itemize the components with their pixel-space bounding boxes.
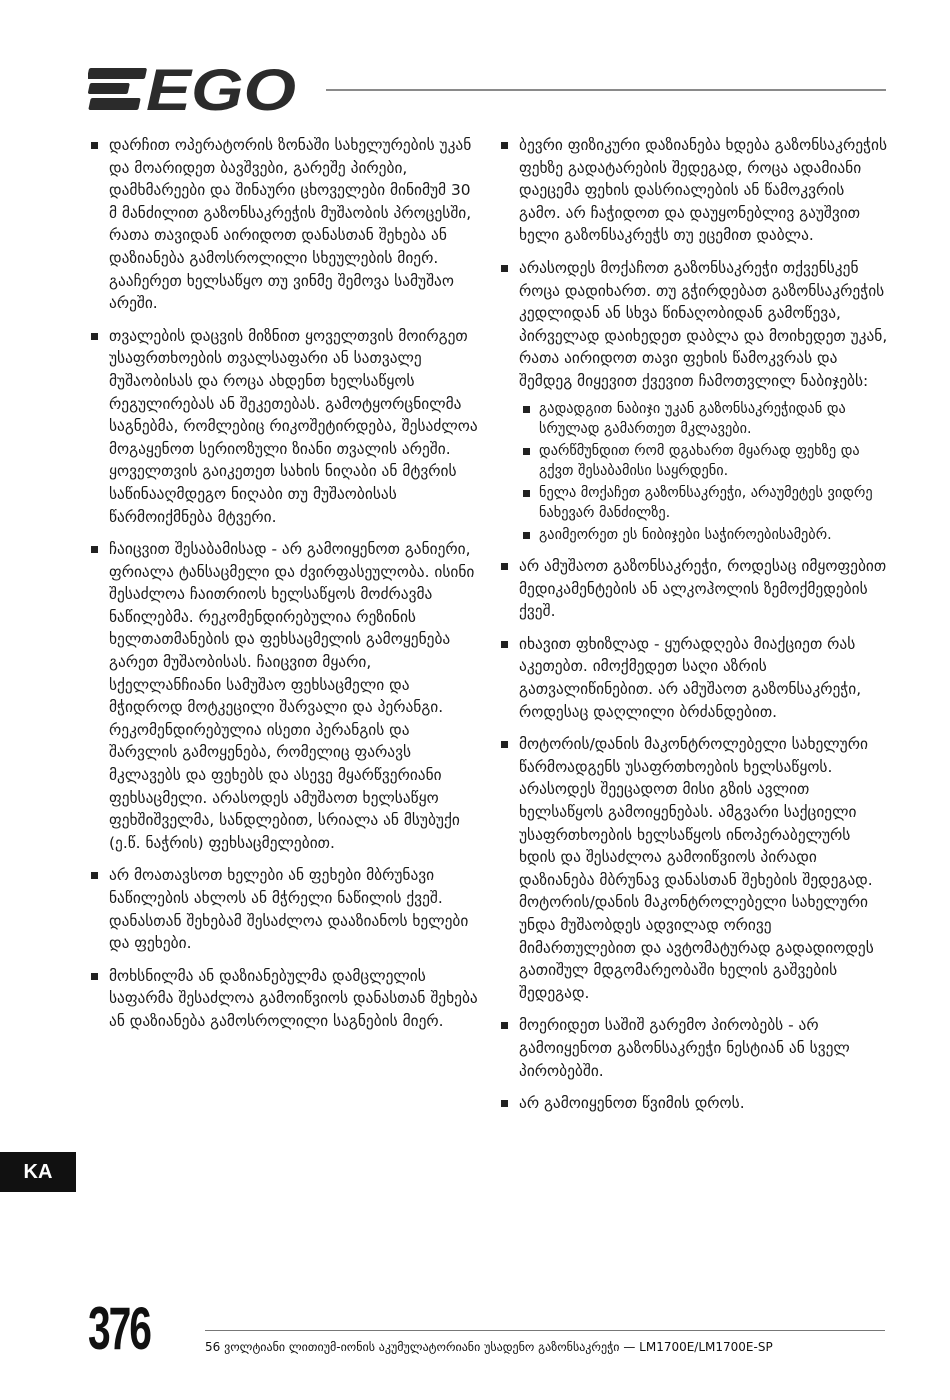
list-item: თვალების დაცვის მიზნით ყოველთვის მოირგეთ უსაფრთხოების თვალსაფარი ან სათვალე მუშაობისას და როცა ახდენთ ხელსაწყოს რეგულირებას ან შეკეთებას. გამოტყორცნილმა საგნებმა, რომლებიც რიკოშეტირდება, შესაძლოა მოგაყენოთ სერიოზული ზიანი თვალის არეში. ყოველთვის გაიკეთეთ სახის ნიღაბი ან მტვრის საწინააღმდეგო ნიღაბი თუ მუშაობისას წარმოიქმნება მტვერი. <box>90 325 478 528</box>
page-number: 376 <box>88 1295 150 1362</box>
list-item: ბევრი ფიზიკური დაზიანება ხდება გაზონსაკრეჭის ფეხზე გადატარების შედეგად, როცა ადამიანი დაეცემა ფეხის დასრიალების ან წამოკვრის გამო. არ ჩაჭიდოთ და დაუყონებლივ გაუშვით ხელი გაზონსაკრეჭს თუ ეცემით დაბლა. <box>500 134 890 247</box>
header-rule <box>326 89 886 91</box>
slope-procedure-intro: არასოდეს მოქაჩოთ გაზონსაკრეჭი თქვენსკენ როცა დადიხართ. თუ გჭირდებათ გაზონსაკრეჭის კედლიდან ან სხვა წინაღობიდან გამოწევა, პირველად დაიხედეთ დაბლა და მოიხედეთ უკან, რათა აირიდოთ თავი ფეხის წამოკვრას და შემდეგ მიყევით ქვევით ჩამოთვლილ ნაბიჯებს: <box>519 258 888 390</box>
list-item: დარჩით ოპერატორის ზონაში სახელურების უკან და მოარიდეთ ბავშვები, გარეშე პირები, დამხმარეები და შინაური ცხოველები მინიმუმ 30 მ მანძილით გაზონსაკრეჭის მუშაობის პროცესში, რათა თავიდან აირიდოთ დანასთან შეხება ან დაზიანება გამოსროლილი სხეულების მიერ. გააჩერეთ ხელსაწყო თუ ვინმე შემოვა სამუშაო არეში. <box>90 134 478 315</box>
footer-rule <box>205 1330 885 1331</box>
list-item-slope-procedure <box>500 257 890 545</box>
ego-logo <box>88 64 304 114</box>
right-bullet-list <box>500 134 890 1115</box>
list-item: მოტორის/დანის მაკონტროლებელი სახელური წარმოადგენს უსაფრთხოების ხელსაწყოს. არასოდეს შეეცადოთ მისი გზის ავლით ხელსაწყოს გამოიყენებას. ამგვარი საქციელი უსაფრთხოების ხელსაწყოს ინოპერაბელურს ხდის და შესაძლოა გამოიწვიოს პირადი დაზიანება მბრუნავ დანასთან შეხების შედეგად. მოტორის/დანის მაკონტროლებელი სახელური უნდა მუშაობდეს ადვილად ორივე მიმართულებით და ავტომატურად გადადიოდეს გათიშულ მდგომარეობაში ხელის გაშვების შედეგად. <box>500 733 890 1004</box>
list-item: არ ამუშაოთ გაზონსაკრეჭი, როდესაც იმყოფებით მედიკამენტების ან ალკოჰოლის ზემოქმედების ქვეშ. <box>500 555 890 623</box>
sub-list-item: დარწმუნდით რომ დგახართ მყარად ფეხზე და გქვთ შესაბამისი საყრდენი. <box>519 441 890 482</box>
footer-text: 56 ვოლტიანი ლითიუმ-იონის აკუმულატორიანი უსადენო გაზონსაკრეჭი — LM1700E/LM1700E-SP <box>205 1340 773 1354</box>
sub-list-item: გაიმეორეთ ეს ნიბიჯები საჭიროებისამებრ. <box>519 525 890 546</box>
left-column <box>90 134 478 1043</box>
sub-list-item: ნელა მოქაჩეთ გაზონსაკრეჭი, არაუმეტეს ვიდრე ნახევარ მანძილზე. <box>519 483 890 524</box>
list-item: არ მოათავსოთ ხელები ან ფეხები მბრუნავი ნაწილების ახლოს ან მჭრელი ნაწილის ქვეშ. დანასთან შეხებამ შესაძლოა დააზიანოს ხელები და ფეხები. <box>90 864 478 954</box>
right-column <box>500 134 890 1125</box>
list-item: მოერიდეთ საშიშ გარემო პირობებს - არ გამოიყენოთ გაზონსაკრეჭი ნესტიან ან სველ პირობებში. <box>500 1014 890 1082</box>
list-item: მოხსნილმა ან დაზიანებულმა დამცლელის საფარმა შესაძლოა გამოიწვიოს დანასთან შეხება ან დაზიანება გამოსროლილი საგნების მიერ. <box>90 965 478 1033</box>
logo-wordmark: EGO <box>146 64 296 114</box>
left-bullet-list <box>90 134 478 1033</box>
list-item: არ გამოიყენოთ წვიმის დროს. <box>500 1092 890 1115</box>
slope-steps-list <box>519 399 890 546</box>
sub-list-item: გადადგით ნაბიჯი უკან გაზონსაკრეჭიდან და სრულად გამართეთ მკლავები. <box>519 399 890 440</box>
list-item: ჩაიცვით შესაბამისად - არ გამოიყენოთ განიერი, ფრიალა ტანსაცმელი და ძვირფასეულობა. ისინი შესაძლოა ჩაითრიოს ხელსაწყოს მოძრავმა ნაწილებმა. რეკომენდირებულია რეზინის ხელთათმანების და ფეხსაცმელის გამოყენება გარეთ მუშაობისას. ჩაიცვით მყარი, სქელლანჩიანი სამუშაო ფეხსაცმელი და მჭიდროდ მოტკეცილი შარვალი და პერანგი. რეკომენდირებულია ისეთი პერანგის და შარვლის გამოყენება, რომელიც ფარავს მკლავებს და ფეხებს და ასევე მყარწვერიანი ფეხსაცმელი. არასოდეს ამუშაოთ ხელსაწყო ფეხშიშველმა, სანდლებით, სრიალა ან მსუბუქი (ე.წ. ნაჭრის) ფეხსაცმელებით. <box>90 538 478 854</box>
list-item: იხავით ფხიზლად - ყურადღება მიაქციეთ რას აკეთებთ. იმოქმედეთ საღი აზრის გათვალიწინებით. არ ამუშაოთ გაზონსაკრეჭი, როდესაც დაღლილი ბრძანდებით. <box>500 633 890 723</box>
language-tab: KA <box>0 1152 76 1192</box>
